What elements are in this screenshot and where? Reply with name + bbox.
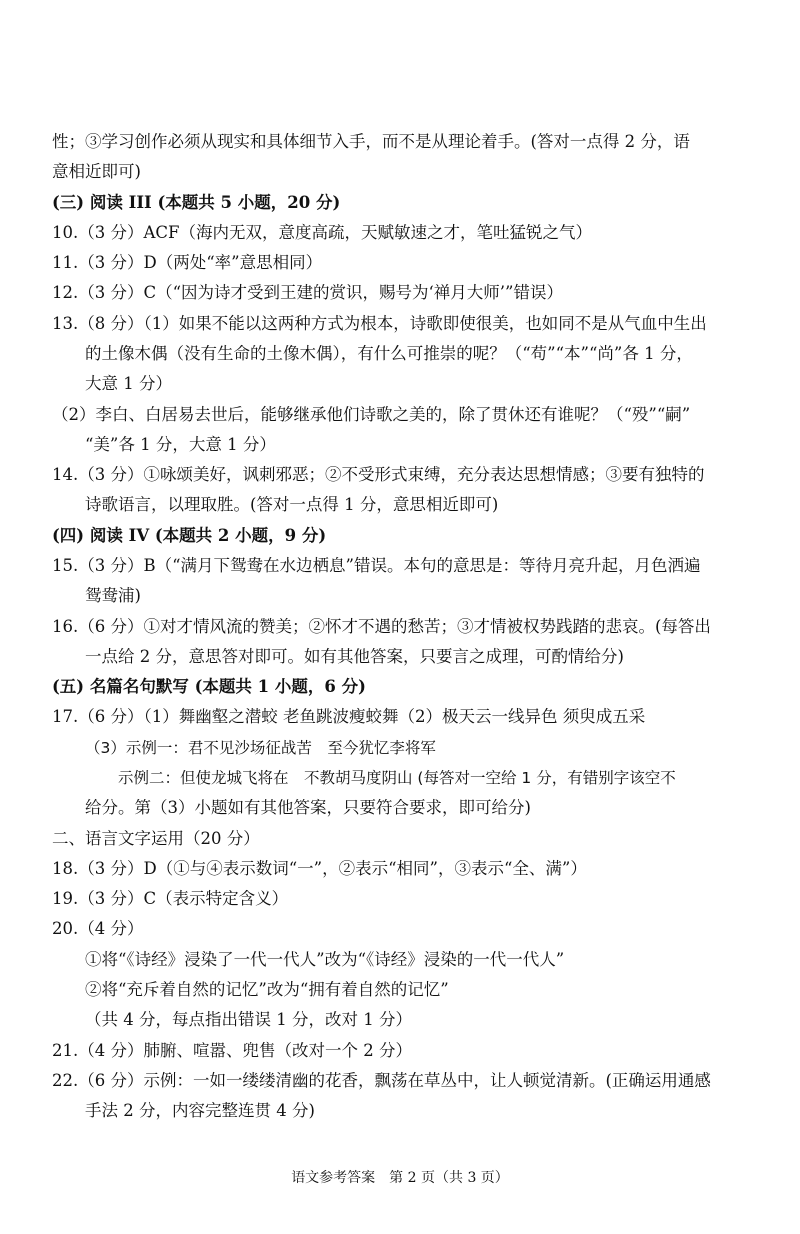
answer-11: 11.（3 分）D（两处“率”意思相同） xyxy=(52,253,323,272)
text-line: 一点给 2 分，意思答对即可。如有其他答案，只要言之成理，可酌情给分) xyxy=(85,647,624,666)
text-line: 意相近即可) xyxy=(52,162,141,181)
text-line: “美”各 1 分，大意 1 分） xyxy=(85,435,276,454)
text-line: 给分。第（3）小题如有其他答案，只要符合要求，即可给分) xyxy=(85,798,531,817)
answer-13: 13.（8 分）（1）如果不能以这两种方式为根本，诗歌即使很美，也如同不是从气血中生出 xyxy=(52,314,707,333)
answer-20: 20.（4 分） xyxy=(52,919,144,938)
text-line: 鸳鸯浦) xyxy=(85,586,141,605)
answer-15: 15.（3 分）B（“满月下鸳鸯在水边栖息”错误。本句的意思是：等待月亮升起，月色洒遍 xyxy=(52,556,701,575)
answer-17: 17.（6 分）（1）舞幽壑之潜蛟 老鱼跳波瘦蛟舞（2）极天云一线异色 须臾成五采 xyxy=(52,707,646,726)
section-heading-reading-4: (四) 阅读 IV (本题共 2 小题，9 分) xyxy=(52,526,327,545)
text-line: 性；③学习创作必须从现实和具体细节入手，而不是从理论着手。(答对一点得 2 分，语 xyxy=(52,132,690,151)
text-line: ②将“充斥着自然的记忆”改为“拥有着自然的记忆” xyxy=(85,980,449,999)
section-heading-dictation: (五) 名篇名句默写 (本题共 1 小题，6 分) xyxy=(52,677,366,696)
answer-21: 21.（4 分）肺腑、喧嚣、兜售（改对一个 2 分） xyxy=(52,1041,412,1060)
answer-19: 19.（3 分）C（表示特定含义） xyxy=(52,889,289,908)
answer-18: 18.（3 分）D（①与④表示数词“一”，②表示“相同”，③表示“全、满”） xyxy=(52,859,587,878)
text-line: （共 4 分，每点指出错误 1 分，改对 1 分） xyxy=(85,1010,412,1029)
text-line: 手法 2 分，内容完整连贯 4 分) xyxy=(85,1101,315,1120)
answer-14: 14.（3 分）①咏颂美好，讽刺邪恶；②不受形式束缚，充分表达思想情感；③要有独特的 xyxy=(52,465,705,484)
text-line: （3）示例一：君不见沙场征战苦 至今犹忆李将军 xyxy=(85,739,436,757)
answer-10: 10.（3 分）ACF（海内无双，意度高疏，天赋敏速之才，笔吐猛锐之气） xyxy=(52,223,592,242)
text-line: 的土像木偶（没有生命的土像木偶），有什么可推崇的呢？（“苟”“本”“尚”各 1 分， xyxy=(85,344,693,363)
page-footer: 语文参考答案 第 2 页（共 3 页） xyxy=(291,1170,509,1186)
text-line: ①将“《诗经》浸染了一代一代人”改为“《诗经》浸染的一代一代人” xyxy=(85,950,565,969)
answer-12: 12.（3 分）C（“因为诗才受到王建的赏识，赐号为‘禅月大师’”错误） xyxy=(52,283,563,302)
answer-22: 22.（6 分）示例：一如一缕缕清幽的花香，飘荡在草丛中，让人顿觉清新。(正确运用通感 xyxy=(52,1071,711,1090)
section-heading-reading-3: (三) 阅读 III (本题共 5 小题，20 分) xyxy=(52,193,341,212)
answer-16: 16.（6 分）①对才情风流的赞美；②怀才不遇的愁苦；③才情被权势践踏的悲哀。(每答出 xyxy=(52,617,711,636)
text-line: 示例二：但使龙城飞将在 不教胡马度阴山 (每答对一空给 1 分，有错别字该空不 xyxy=(118,769,676,787)
section-heading-language-use: 二、语言文字运用（20 分） xyxy=(52,829,260,848)
text-line: （2）李白、白居易去世后，能够继承他们诗歌之美的，除了贯休还有谁呢？（“殁”“嗣” xyxy=(52,405,691,424)
text-line: 诗歌语言，以理取胜。(答对一点得 1 分，意思相近即可) xyxy=(85,495,499,514)
text-line: 大意 1 分） xyxy=(85,374,172,393)
